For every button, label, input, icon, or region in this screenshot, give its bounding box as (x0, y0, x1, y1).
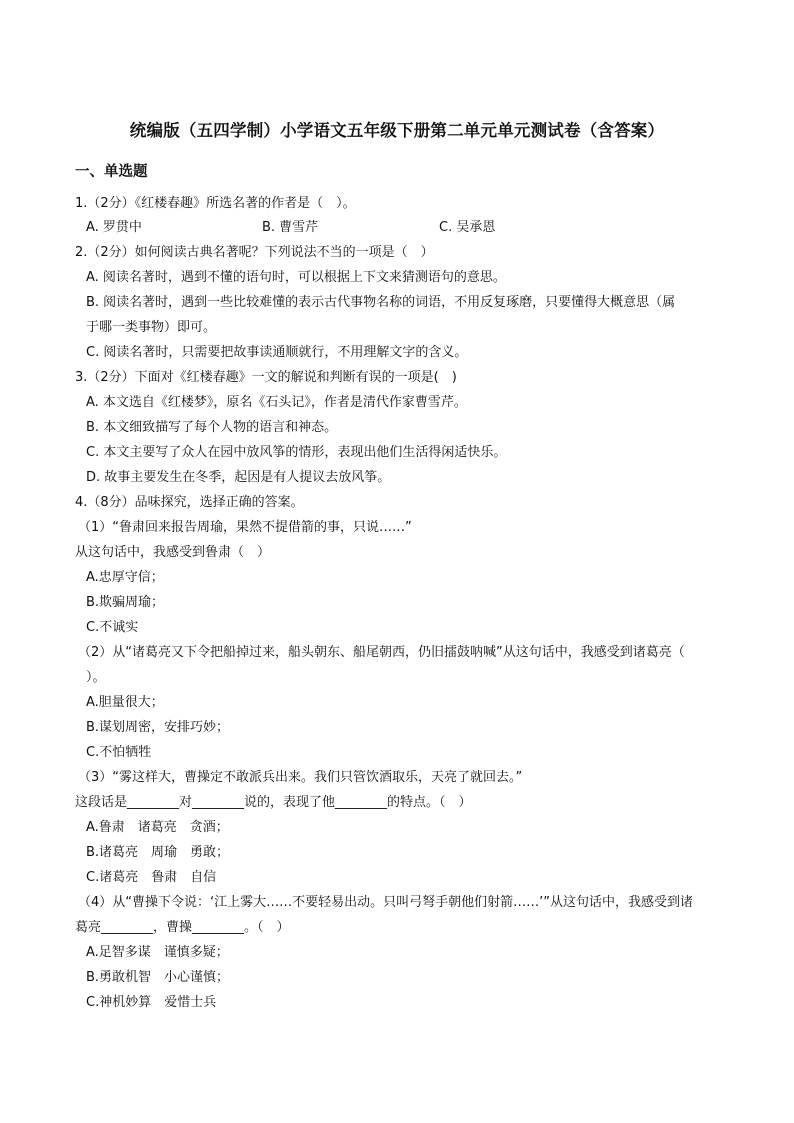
q2-option-b-line2: 于哪一类事物）即可。 (86, 320, 217, 335)
q4-part3-option-a: A.鲁肃 诸葛亮 贪酒； (86, 820, 229, 835)
q4-part3-option-c: C.诸葛亮 鲁肃 自信 (86, 870, 217, 885)
question-4-stem: 4.（8分）品味探究，选择正确的答案。 (75, 495, 304, 510)
q4-part4-option-a: A.足智多谋 谨慎多疑； (86, 945, 229, 960)
question-1-stem: 1.（2分）《红楼春趣》所选名著的作者是（ ）。 (75, 196, 356, 211)
q4-part2-line1: （2）从“诸葛亮又下令把船掉过来，船头朝东、船尾朝西，仍旧擂鼓呐喊”从这句话中，我感受到诸葛亮（ (78, 645, 685, 660)
q4-part2-line2: ）。 (86, 670, 106, 685)
question-3-stem: 3.（2分）下面对《红楼春趣》一文的解说和判断有误的一项是( ) (75, 370, 457, 385)
q4-part2-option-b: B.谋划周密，安排巧妙； (86, 720, 230, 735)
q4-part3-option-b: B.诸葛亮 周瑜 勇敢； (86, 845, 230, 860)
q4-part3-question: 这段话是________对________说的，表现了他________的特点。（ ） (75, 795, 472, 810)
q3-option-d: D. 故事主要发生在冬季，起因是有人提议去放风筝。 (86, 470, 391, 485)
q4-part1-option-b: B.欺骗周瑜； (86, 595, 165, 610)
q4-part2-option-a: A.胆量很大； (86, 695, 164, 710)
q4-part4-line1: （4）从“曹操下令说：‘江上雾大……不要轻易出动。只叫弓弩手朝他们射箭……’”从这句话中，我感受到诸 (78, 895, 694, 910)
q4-part1-option-a: A.忠厚守信； (86, 570, 164, 585)
q1-option-b: B. 曹雪芹 (262, 220, 319, 235)
page-title: 统编版（五四学制）小学语文五年级下册第二单元单元测试卷（含答案） (129, 121, 665, 140)
question-2-stem: 2.（2分）如何阅读古典名著呢？下列说法不当的一项是（ ） (75, 245, 434, 260)
q4-part4-option-c: C.神机妙算 爱惜士兵 (86, 995, 217, 1010)
q1-option-a: A. 罗贯中 (86, 220, 142, 235)
q2-option-b-line1: B. 阅读名著时，遇到一些比较难懂的表示古代事物名称的词语，不用反复琢磨，只要懂得大概意思（属 (86, 295, 676, 310)
q4-part1-question: 从这句话中，我感受到鲁肃（ ） (75, 545, 271, 560)
q4-part4-option-b: B.勇敢机智 小心谨慎； (86, 970, 230, 985)
q3-option-a: A. 本文选自《红楼梦》，原名《石头记》，作者是清代作家曹雪芹。 (86, 395, 467, 410)
q4-part4-line2: 葛亮________，曹操________。（ ） (75, 920, 290, 935)
q4-part1-quote: （1）“鲁肃回来报告周瑜，果然不提借箭的事，只说……” (78, 520, 412, 535)
q3-option-c: C. 本文主要写了众人在园中放风筝的情形，表现出他们生活得闲适快乐。 (86, 445, 507, 460)
q4-part3-quote: （3）“雾这样大，曹操定不敢派兵出来。我们只管饮酒取乐，天亮了就回去。” (78, 770, 523, 785)
q2-option-a: A. 阅读名著时，遇到不懂的语句时，可以根据上下文来猜测语句的意思。 (86, 270, 506, 285)
q4-part2-option-c: C.不怕牺牲 (86, 745, 152, 760)
q3-option-b: B. 本文细致描写了每个人物的语言和神态。 (86, 420, 338, 435)
section-heading: 一、单选题 (75, 164, 148, 180)
q1-option-c: C. 吴承恩 (439, 220, 496, 235)
q4-part1-option-c: C.不诚实 (86, 620, 139, 635)
q2-option-c: C. 阅读名著时，只需要把故事读通顺就行，不用理解文字的含义。 (86, 345, 468, 360)
